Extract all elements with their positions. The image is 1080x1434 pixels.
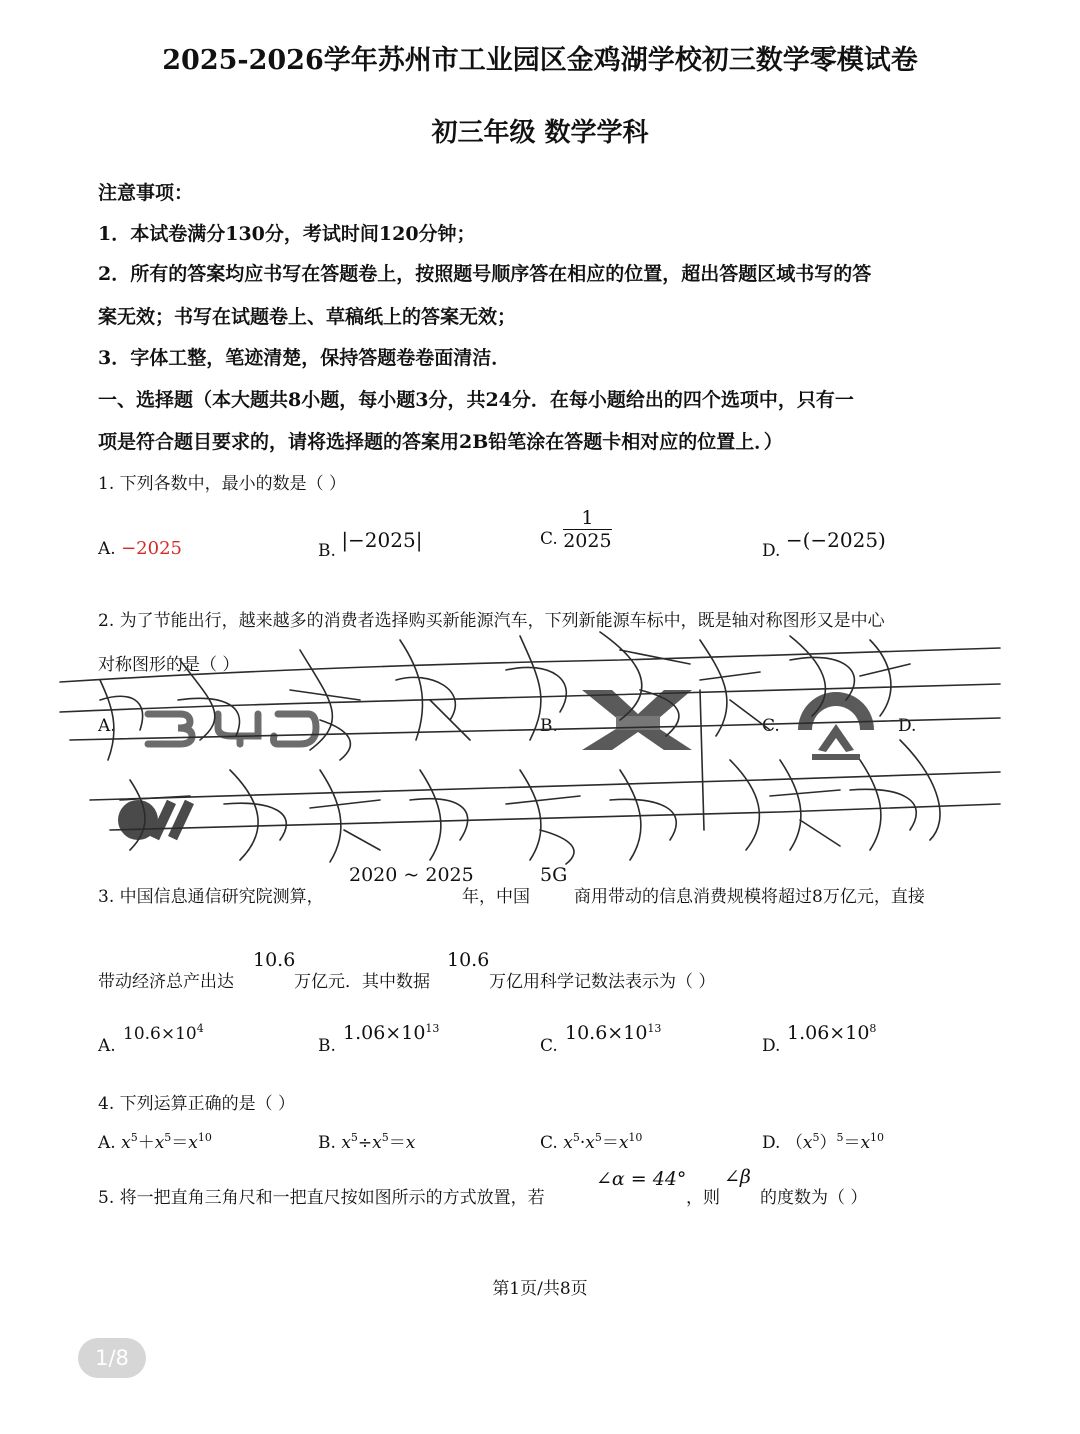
q1-option-c xyxy=(540,507,612,552)
q4-stem: 4. 下列运算正确的是（ ） xyxy=(98,1094,296,1114)
q4-option-c: C. $x^5\cdot x^5=x^{10}$ xyxy=(540,1131,643,1153)
q1-option-b xyxy=(318,528,423,561)
page-footer: 第1页/共8页 xyxy=(492,1279,588,1299)
q3-option-a xyxy=(123,1024,204,1044)
q1-b-label: B. xyxy=(318,541,336,561)
q4-a-label: A. xyxy=(98,1133,116,1153)
q3-text-6: 万亿用科学记数法表示为（ ） xyxy=(489,972,716,992)
q3-d-exp: 8 xyxy=(869,1022,877,1035)
q3-text-5: 万亿元．其中数据 xyxy=(294,972,430,992)
notes-line-2a: 2．所有的答案均应书写在答题卷上，按照题号顺序答在相应的位置，超出答题区域书写的答 xyxy=(98,263,872,285)
q1-c-denominator: 2025 xyxy=(563,530,612,552)
q4-d-label: D. xyxy=(762,1133,781,1153)
q3-text-3: 商用带动的信息消费规模将超过8万亿元，直接 xyxy=(574,887,925,907)
q4-option-a: A. $x^5+x^5=x^{10}$ xyxy=(98,1131,212,1153)
q3-d-base: 1.06×10 xyxy=(787,1022,870,1044)
q3-b-exp: 13 xyxy=(425,1022,440,1035)
q1-d-label: D. xyxy=(762,541,781,561)
q2-a-label: A. xyxy=(98,716,116,736)
q2-stem-line-2: 对称图形的是（ ） xyxy=(98,655,240,675)
q1-c-fraction xyxy=(563,507,611,552)
q3-value-2: 10.6 xyxy=(447,949,490,971)
q2-c-label: C. xyxy=(762,716,780,736)
q3-a-exp: 4 xyxy=(196,1022,204,1035)
q5-alpha: ∠α = 44° xyxy=(596,1168,687,1190)
q3-d-label: D. xyxy=(762,1036,781,1056)
q1-option-d xyxy=(762,528,886,561)
q1-d-value: −(−2025) xyxy=(785,528,886,552)
xpeng-logo xyxy=(578,686,696,754)
q3-c-exp: 13 xyxy=(647,1022,662,1035)
q3-option-c xyxy=(565,1022,661,1044)
q1-c-numerator: 1 xyxy=(563,507,611,530)
q3-option-b xyxy=(343,1022,439,1044)
q3-option-d xyxy=(787,1022,876,1044)
q3-a-base: 10.6×10 xyxy=(123,1024,197,1044)
q4-option-d: D. $(x^5)^5=x^{10}$ xyxy=(762,1131,885,1153)
q1-a-value: −2025 xyxy=(121,538,182,559)
q3-b-label: B. xyxy=(318,1036,336,1056)
q5-beta: ∠β xyxy=(724,1166,751,1188)
q3-text-2: 年，中国 xyxy=(462,887,530,907)
q3-a-label: A. xyxy=(98,1036,116,1056)
q3-c-label: C. xyxy=(540,1036,558,1056)
q2-b-label: B. xyxy=(540,716,558,736)
notes-line-1: 1．本试卷满分130分，考试时间120分钟； xyxy=(98,223,476,245)
notes-heading: 注意事项： xyxy=(98,182,194,204)
section1-line-1: 一、选择题（本大题共8小题，每小题3分，共24分．在每小题给出的四个选项中，只有一 xyxy=(98,389,854,411)
q1-stem: 1. 下列各数中，最小的数是（ ） xyxy=(98,474,347,494)
q1-c-label: C. xyxy=(540,529,558,549)
q3-value-1: 10.6 xyxy=(253,949,296,971)
q1-a-label: A. xyxy=(98,539,116,559)
q5-text-2: ，则 xyxy=(686,1188,720,1208)
q2-stem-line-1: 2. 为了节能出行，越来越多的消费者选择购买新能源汽车，下列新能源车标中，既是轴对称图形又是中心 xyxy=(98,611,885,631)
q4-c-label: C. xyxy=(540,1133,558,1153)
notes-line-3: 3．字体工整，笔迹清楚，保持答题卷卷面清洁． xyxy=(98,347,511,369)
nio-logo xyxy=(790,680,882,772)
q3-5g: 5G xyxy=(540,864,568,886)
q1-option-a xyxy=(98,538,182,559)
section1-line-2: 项是符合题目要求的，请将选择题的答案用2B铅笔涂在答题卡相对应的位置上．） xyxy=(98,431,783,453)
great-wall-logo xyxy=(114,790,204,846)
notes-line-2b: 案无效；书写在试题卷上、草稿纸上的答案无效； xyxy=(98,306,517,328)
q4-option-b: B. $x^5\div x^5=x$ xyxy=(318,1131,416,1153)
q5-text-1: 5. 将一把直角三角尺和一把直尺按如图所示的方式放置，若 xyxy=(98,1188,545,1208)
q3-years: 2020 ~ 2025 xyxy=(349,864,474,886)
q3-text-4: 带动经济总产出达 xyxy=(98,972,234,992)
q3-b-base: 1.06×10 xyxy=(343,1022,426,1044)
q1-b-value: |−2025| xyxy=(341,528,423,552)
q3-c-base: 10.6×10 xyxy=(565,1022,648,1044)
q4-b-label: B. xyxy=(318,1133,336,1153)
q5-text-3: 的度数为（ ） xyxy=(760,1188,868,1208)
q3-text-1: 3. 中国信息通信研究院测算， xyxy=(98,887,324,907)
q2-d-label: D. xyxy=(898,716,917,736)
exam-subtitle: 初三年级 数学学科 xyxy=(431,118,649,148)
page-indicator[interactable]: 1/8 xyxy=(78,1338,146,1378)
byd-logo xyxy=(140,706,320,750)
exam-title: 2025-2026学年苏州市工业园区金鸡湖学校初三数学零模试卷 xyxy=(162,45,918,76)
